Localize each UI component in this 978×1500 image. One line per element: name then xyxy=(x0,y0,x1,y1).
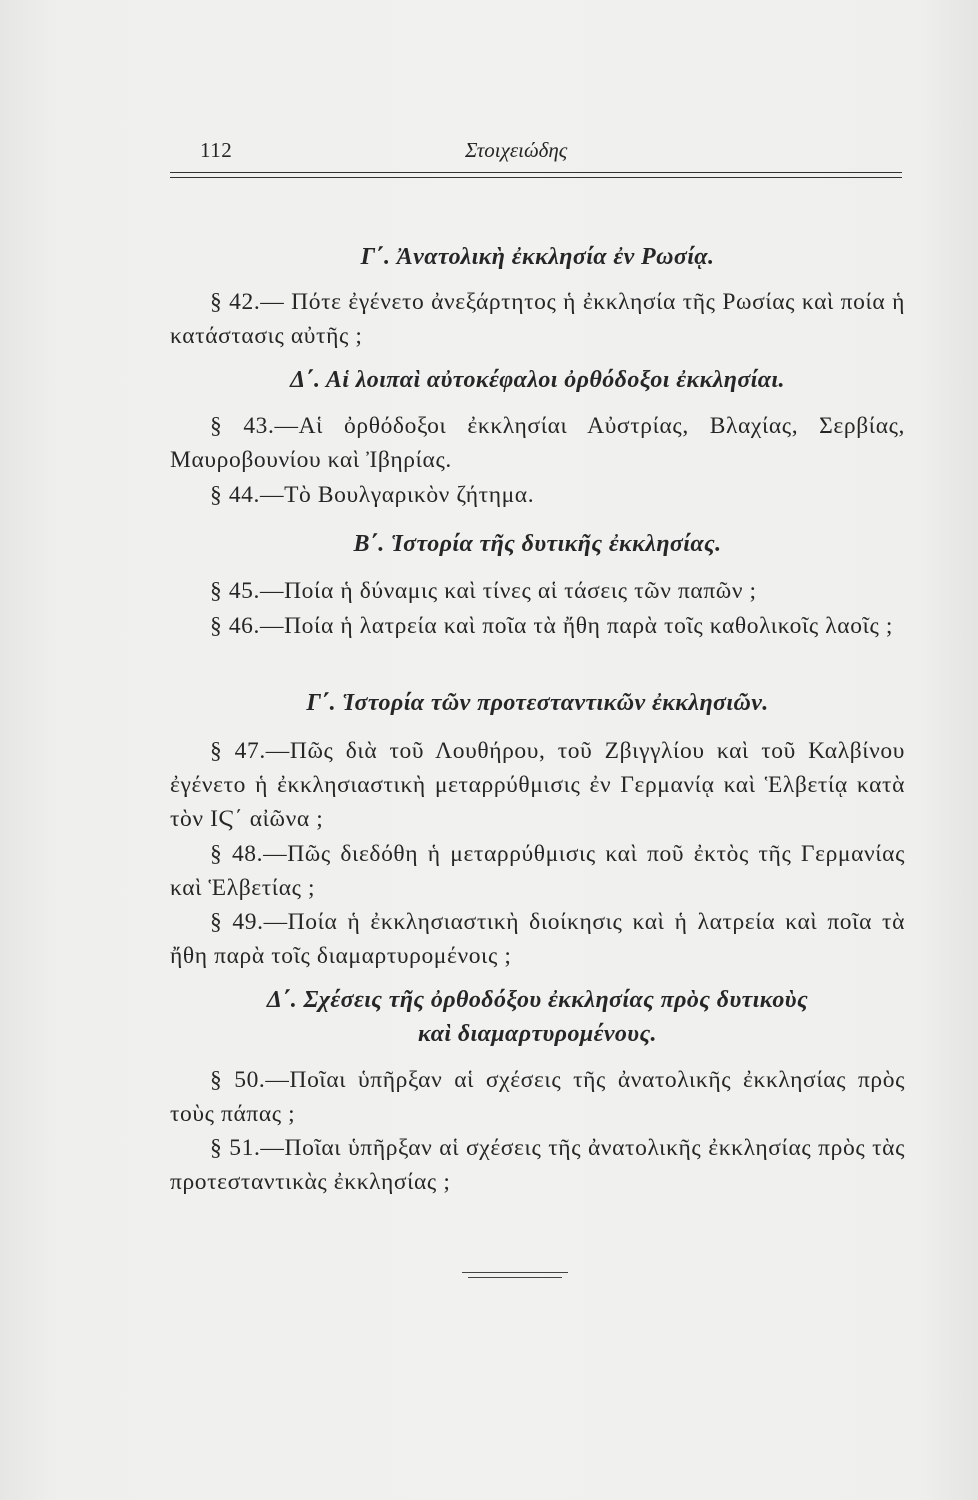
question-48: § 48.—Πῶς διεδόθη ἡ μεταρρύθμισις καὶ ποῦ ἐκτὸς τῆς Γερμανίας καὶ Ἑλβετίας ; xyxy=(170,841,905,901)
section-heading-western-church: Β΄. Ἱστορία τῆς δυτικῆς ἐκκλησίας. xyxy=(353,531,722,557)
question-47: § 47.—Πῶς διὰ τοῦ Λουθήρου, τοῦ Ζβιγγλίου καὶ τοῦ Καλβίνου ἐγένετο ἡ ἐκκλησιαστικὴ μεταρρύθμισις ἐν Γερμανίᾳ καὶ Ἑλβετίᾳ κατὰ τὸν ΙϚ΄ αἰῶνα ; xyxy=(170,738,905,832)
end-rule xyxy=(462,1272,568,1273)
question-42: § 42.— Πότε ἐγένετο ἀνεξάρτητος ἡ ἐκκλησία τῆς Ρωσίας καὶ ποία ἡ κατάστασις αὐτῆς ; xyxy=(170,289,905,349)
running-title: Στοιχειώδης xyxy=(465,138,568,162)
section-heading-relations-line1: Δ΄. Σχέσεις τῆς ὀρθοδόξου ἐκκλησίας πρὸς δυτικοὺς xyxy=(266,987,809,1013)
header-rule xyxy=(170,172,902,173)
section-heading-relations-line2: καὶ διαμαρτυρομένους. xyxy=(418,1021,657,1047)
page-number: 112 xyxy=(200,138,233,162)
section-heading-relations xyxy=(170,983,905,1051)
section-heading-russia: Γ΄. Ἀνατολικὴ ἐκκλησία ἐν Ρωσίᾳ. xyxy=(360,244,715,270)
section-heading-protestant: Γ΄. Ἱστορία τῶν προτεσταντικῶν ἐκκλησιῶν. xyxy=(306,690,769,716)
header-rule-thin xyxy=(170,177,902,178)
question-46: § 46.—Ποία ἡ λατρεία καὶ ποῖα τὰ ἤθη παρὰ τοῖς καθολικοῖς λαοῖς ; xyxy=(210,613,894,639)
question-50: § 50.—Ποῖαι ὑπῆρξαν αἱ σχέσεις τῆς ἀνατολικῆς ἐκκλησίας πρὸς τοὺς πάπας ; xyxy=(170,1067,905,1127)
question-49: § 49.—Ποία ἡ ἐκκλησιαστικὴ διοίκησις καὶ ἡ λατρεία καὶ ποῖα τὰ ἤθη παρὰ τοῖς διαμαρτυρομένοις ; xyxy=(170,909,905,969)
section-heading-autocephalous: Δ΄. Αἱ λοιπαὶ αὐτοκέφαλοι ὀρθόδοξοι ἐκκλησίαι. xyxy=(290,367,785,393)
question-44: § 44.—Τὸ Βουλγαρικὸν ζήτημα. xyxy=(210,482,535,508)
question-51: § 51.—Ποῖαι ὑπῆρξαν αἱ σχέσεις τῆς ἀνατολικῆς ἐκκλησίας πρὸς τὰς προτεσταντικὰς ἐκκλησίας ; xyxy=(170,1135,905,1195)
question-43: § 43.—Αἱ ὀρθόδοξοι ἐκκλησίαι Αὐστρίας, Βλαχίας, Σερβίας, Μαυροβουνίου καὶ Ἰβηρίας. xyxy=(170,413,905,473)
question-45: § 45.—Ποία ἡ δύναμις καὶ τίνες αἱ τάσεις τῶν παπῶν ; xyxy=(210,578,757,604)
end-rule-thin xyxy=(468,1277,562,1278)
